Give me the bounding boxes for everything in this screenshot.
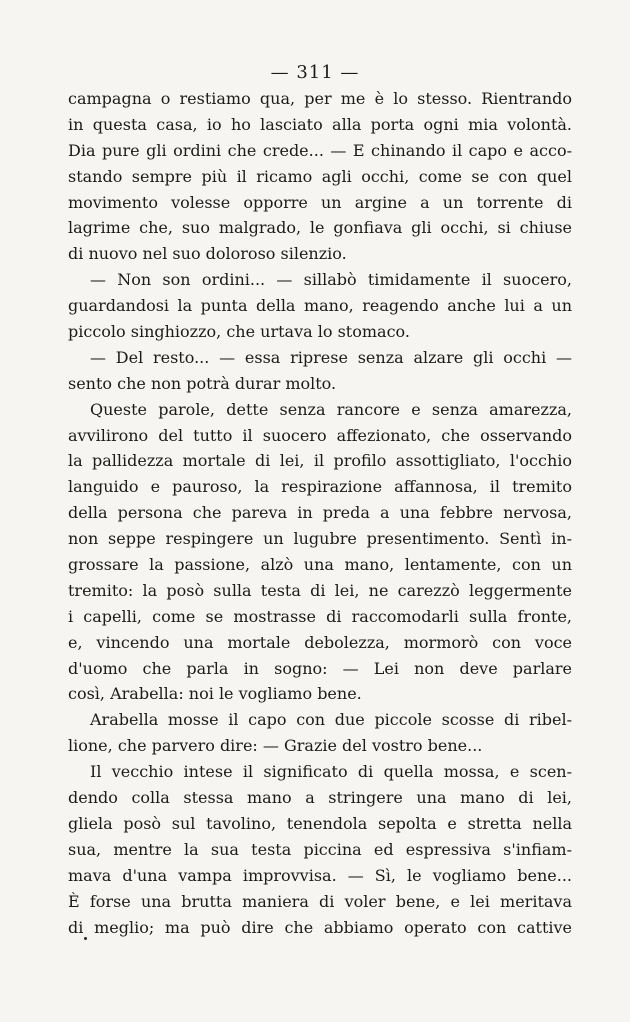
text-line: la pallidezza mortale di lei, il profilo assottigliato, l'occhio — [68, 451, 572, 471]
text-line: grossare la passione, alzò una mano, lentamente, con un — [68, 555, 572, 575]
text-line: non seppe respingere un lugubre presentimento. Sentì in- — [68, 529, 572, 549]
page-number: — 311 — — [270, 62, 360, 83]
text-line: stando sempre più il ricamo agli occhi, come se con quel — [68, 166, 572, 186]
text-line: — Del resto... — essa riprese senza alzare gli occhi — — [90, 347, 572, 367]
text-line: movimento volesse opporre un argine a un torrente di — [68, 192, 572, 212]
text-line: Dia pure gli ordini che crede... — E chinando il capo e acco- — [68, 140, 572, 160]
text-line: languido e pauroso, la respirazione affannosa, il tremito — [68, 477, 572, 497]
text-line: gliela posò sul tavolino, tenendola sepolta e stretta nella — [68, 813, 572, 833]
text-line: di nuovo nel suo doloroso silenzio. — [68, 244, 347, 264]
text-line: lagrime che, suo malgrado, le gonfiava gli occhi, si chiuse — [68, 218, 572, 238]
text-line: campagna o restiamo qua, per me è lo stesso. Rientrando — [68, 89, 572, 108]
text-line: della persona che pareva in preda a una febbre nervosa, — [68, 503, 572, 523]
text-line: e, vincendo una mortale debolezza, mormorò con voce — [68, 632, 572, 652]
text-line: Queste parole, dette senza rancore e senza amarezza, — [90, 399, 572, 419]
ink-speck — [84, 937, 87, 940]
text-line: sento che non potrà durar molto. — [68, 373, 337, 393]
text-line: così, Arabella: noi le vogliamo bene. — [68, 684, 362, 704]
text-line: guardandosi la punta della mano, reagendo anche lui a un — [68, 296, 572, 316]
text-line: di meglio; ma può dire che abbiamo operato con cattive — [68, 917, 572, 937]
text-line: — Non son ordini... — sillabò timidamente il suocero, — [90, 270, 572, 290]
text-line: tremito: la posò sulla testa di lei, ne carezzò leggermente — [68, 580, 572, 600]
text-line: dendo colla stessa mano a stringere una mano di lei, — [68, 788, 572, 808]
text-line: avvilirono del tutto il suocero affezionato, che osservando — [68, 425, 572, 445]
text-line: mava d'una vampa improvvisa. — Sì, le vogliamo bene... — [68, 865, 572, 885]
text-line: piccolo singhiozzo, che urtava lo stomaco. — [68, 322, 410, 342]
text-line: sua, mentre la sua testa piccina ed espressiva s'infiam- — [68, 839, 572, 859]
body-text — [68, 86, 572, 940]
text-line: Arabella mosse il capo con due piccole scosse di ribel- — [90, 710, 572, 730]
text-line: i capelli, come se mostrasse di raccomodarli sulla fronte, — [68, 606, 572, 626]
text-line: lione, che parvero dire: — Grazie del vostro bene... — [68, 736, 483, 756]
text-line: Il vecchio intese il significato di quella mossa, e scen- — [90, 762, 572, 782]
text-line: in questa casa, io ho lasciato alla porta ogni mia volontà. — [68, 114, 572, 134]
text-line: È forse una brutta maniera di voler bene, e lei meritava — [68, 891, 572, 911]
text-line: d'uomo che parla in sogno: — Lei non deve parlare — [68, 658, 572, 678]
